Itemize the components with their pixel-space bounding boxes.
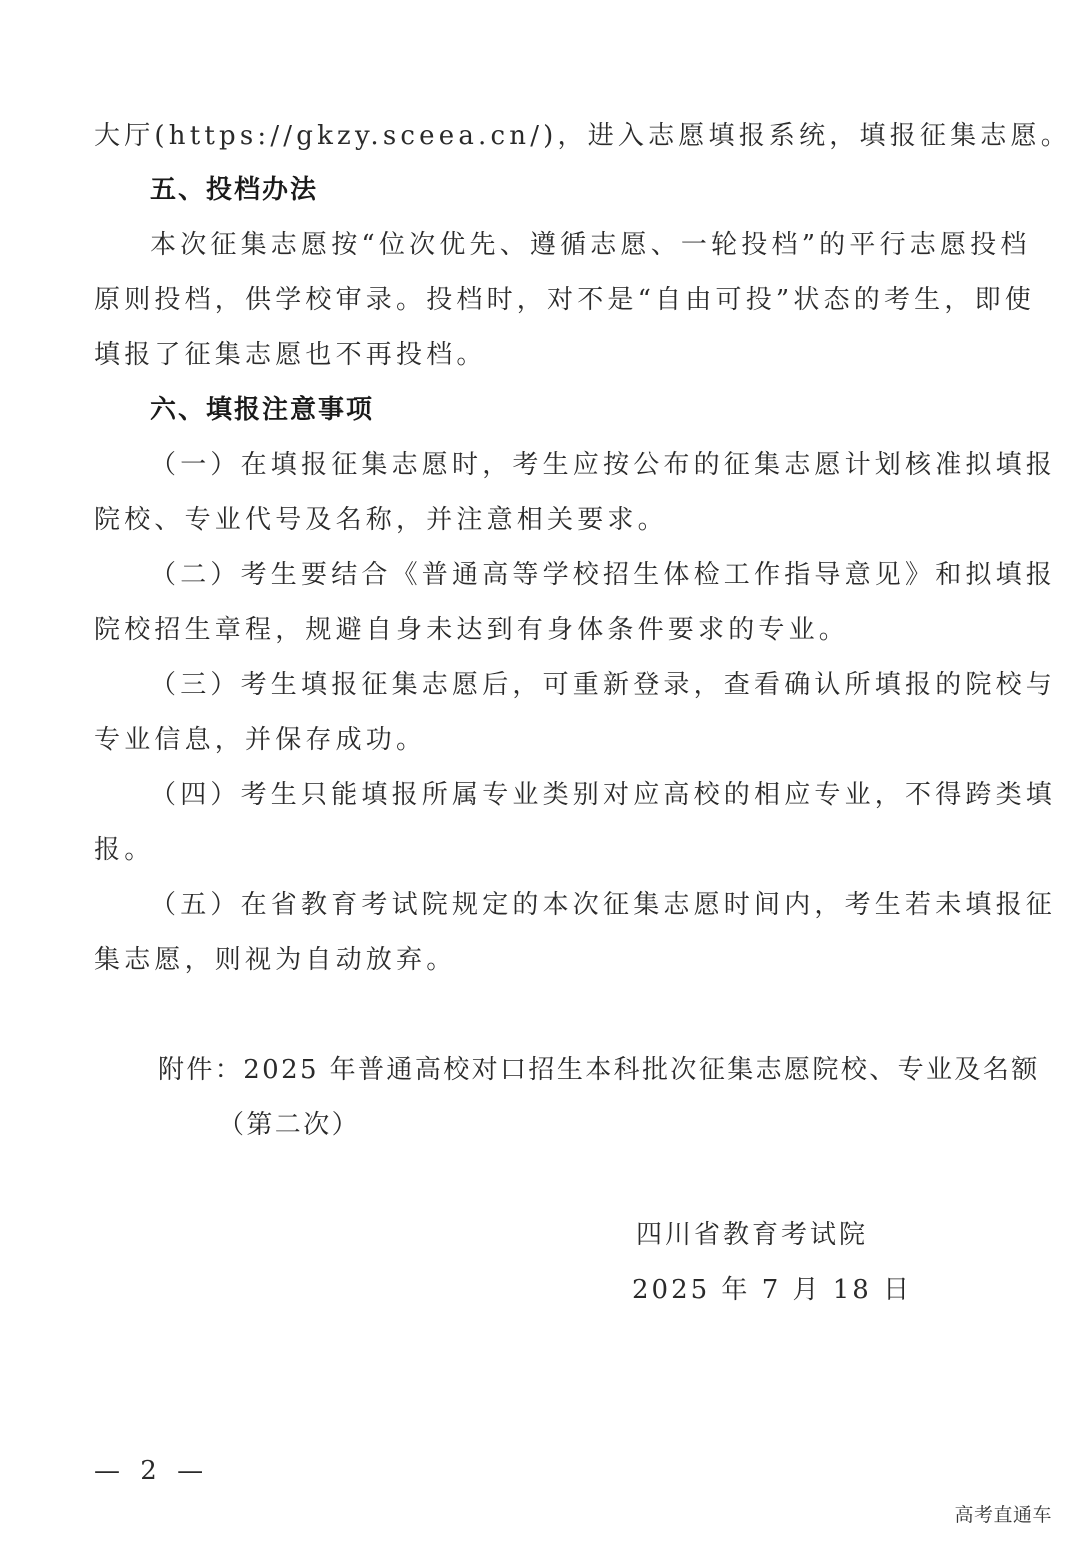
page-number: — 2 — [94, 1456, 210, 1486]
paragraph-line: 报。 [94, 835, 155, 865]
watermark: 高考直通车 [954, 1504, 1052, 1526]
paragraph-line: （二）考生要结合《普通高等学校招生体检工作指导意见》和拟填报 [150, 560, 1057, 590]
signature-date: 2025 年 7 月 18 日 [632, 1275, 913, 1305]
paragraph-line: 院校招生章程，规避自身未达到有身体条件要求的专业。 [94, 615, 850, 645]
paragraph-line: 填报了征集志愿也不再投档。 [94, 340, 487, 370]
paragraph-line: 本次征集志愿按“位次优先、遵循志愿、一轮投档”的平行志愿投档 [150, 230, 1031, 260]
section-heading-6: 六、填报注意事项 [150, 395, 375, 425]
attachment-line-continued: （第二次） [218, 1110, 361, 1140]
paragraph-line: （三）考生填报征集志愿后，可重新登录，查看确认所填报的院校与 [150, 670, 1057, 700]
intro-line: 大厅(https://gkzy.sceea.cn/)，进入志愿填报系统，填报征集志愿。 [94, 121, 1071, 151]
paragraph-line: （四）考生只能填报所属专业类别对应高校的相应专业，不得跨类填 [150, 780, 1057, 810]
paragraph-line: （五）在省教育考试院规定的本次征集志愿时间内，考生若未填报征 [150, 890, 1057, 920]
paragraph-line: 专业信息，并保存成功。 [94, 725, 427, 755]
paragraph-line: 集志愿，则视为自动放弃。 [94, 945, 457, 975]
section-heading-5: 五、投档办法 [150, 175, 319, 205]
paragraph-line: （一）在填报征集志愿时，考生应按公布的征集志愿计划核准拟填报 [150, 450, 1057, 480]
attachment-line: 附件：2025 年普通高校对口招生本科批次征集志愿院校、专业及名额 [158, 1055, 1040, 1085]
paragraph-line: 院校、专业代号及名称，并注意相关要求。 [94, 505, 668, 535]
paragraph-line: 原则投档，供学校审录。投档时，对不是“自由可投”状态的考生，即使 [94, 285, 1035, 315]
signature-organization: 四川省教育考试院 [636, 1220, 869, 1250]
